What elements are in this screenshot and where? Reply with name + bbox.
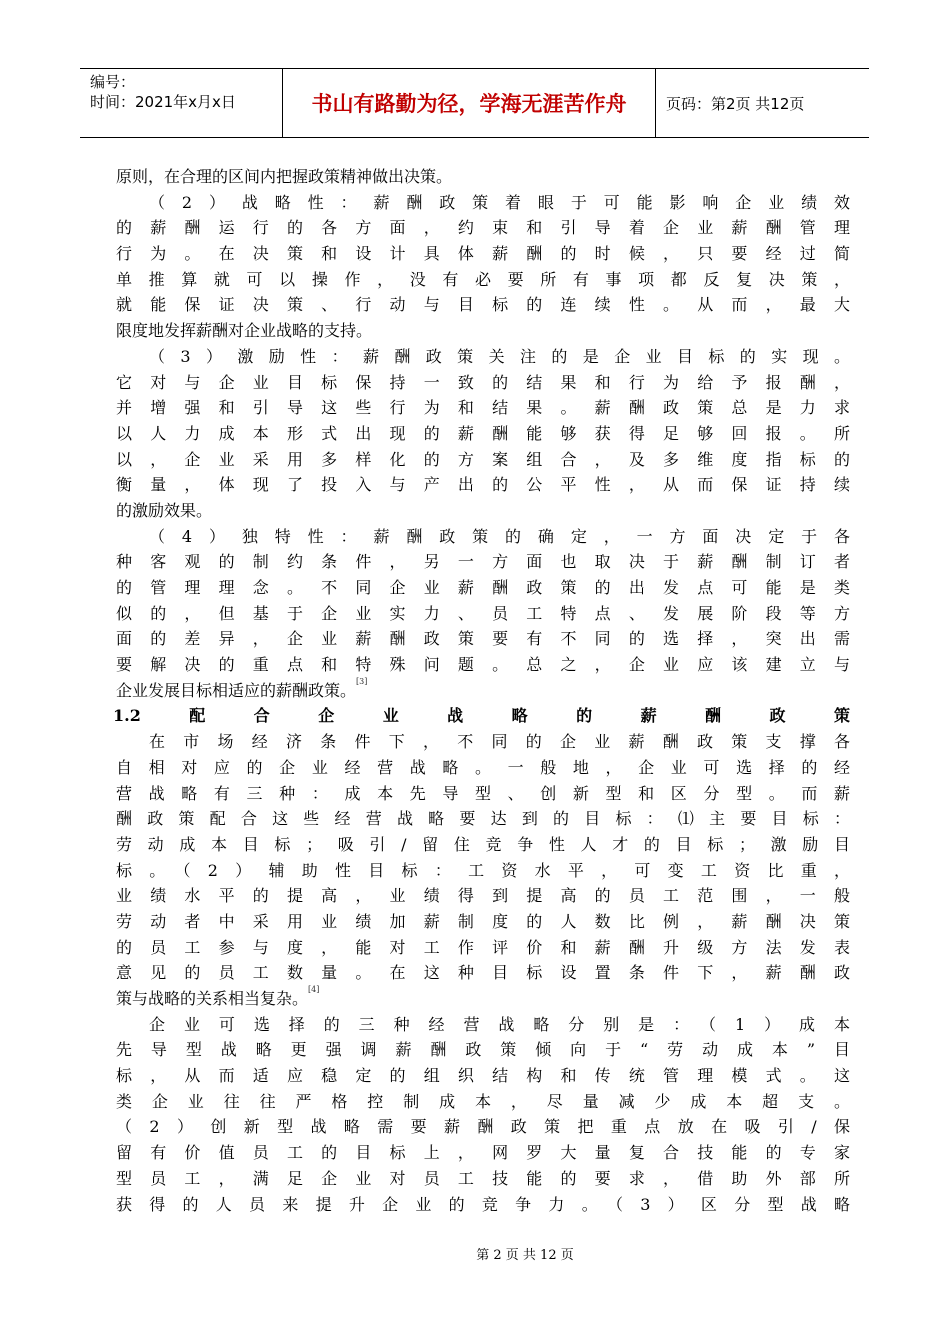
text-line-content: 标，从而适应稳定的组织结构和传统管理模式。这 <box>116 1066 850 1086</box>
text-line <box>116 652 850 678</box>
text-line <box>116 215 850 241</box>
text-line-content: 并增强和引导这些行为和结果。薪酬政策总是力求 <box>116 398 850 418</box>
document-body <box>113 164 850 1217</box>
text-line-content: 型员工，满足企业对员工技能的要求，借助外部所 <box>116 1168 850 1188</box>
header-motto: 书山有路勤为径，学海无涯苦作舟 <box>283 69 656 137</box>
text-line-content: 以，企业采用多样化的方案组合，及多维度指标的 <box>116 449 850 469</box>
text-line <box>116 858 850 884</box>
text-line <box>116 806 850 832</box>
text-line <box>116 447 850 473</box>
text-line <box>116 1192 850 1218</box>
text-line <box>116 395 850 421</box>
text-line <box>116 318 850 344</box>
text-line <box>116 832 850 858</box>
citation-ref: [3] <box>356 676 368 686</box>
text-line <box>116 472 850 498</box>
text-line-content: 获得的人员来提升企业的竞争力。（3）区分型战略 <box>116 1194 850 1214</box>
text-line <box>116 549 850 575</box>
text-line <box>116 421 850 447</box>
text-line-content: 企业可选择的三种经营战略分别是：（1）成本 <box>149 1014 850 1034</box>
text-line <box>116 344 850 370</box>
text-line-content: 劳动成本目标；吸引/留住竞争性人才的目标；激励目 <box>116 834 850 854</box>
text-line <box>116 575 850 601</box>
text-line-content: 的管理理念。不同企业薪酬政策的出发点可能是类 <box>116 578 850 597</box>
text-line-content: 的薪酬运行的各方面，约束和引导着企业薪酬管理 <box>116 218 850 238</box>
text-line-content: 意见的员工数量。在这种目标设置条件下，薪酬政 <box>116 963 850 983</box>
text-line <box>116 1063 850 1089</box>
document-time: 时间：2021年x月x日 <box>90 93 236 111</box>
text-line-content: （2）战略性：薪酬政策着眼于可能影响企业绩效 <box>149 192 850 212</box>
text-line <box>116 241 850 267</box>
text-line <box>116 909 850 935</box>
text-line-content: 的激励效果。 <box>116 500 213 520</box>
text-line-content: 衡量，体现了投入与产出的公平性，从而保证持续 <box>116 475 850 495</box>
text-line <box>116 626 850 652</box>
text-line <box>116 524 850 550</box>
text-line <box>116 1037 850 1063</box>
header-page-number: 页码：第2页 共12页 <box>666 94 805 113</box>
text-line <box>116 292 850 318</box>
text-line-content: 就能保证决策、行动与目标的连续性。从而，最大 <box>116 295 850 315</box>
text-line <box>116 935 850 961</box>
text-line-content: 自相对应的企业经营战略。一般地，企业可选择的经 <box>116 757 850 777</box>
header-meta <box>80 69 283 137</box>
text-line <box>116 755 850 781</box>
text-line <box>116 164 850 190</box>
text-line-content: 要解决的重点和特殊问题。总之，企业应该建立与 <box>116 655 850 675</box>
text-line-content: 它对与企业目标保持一致的结果和行为给予报酬， <box>116 372 850 392</box>
text-line-content: 企业发展目标相适应的薪酬政策。 <box>116 680 357 700</box>
text-line-content: 类企业往往严格控制成本，尽量减少成本超支。 <box>116 1091 850 1111</box>
text-line-content: 种客观的制约条件，另一方面也取决于薪酬制订者 <box>116 552 850 572</box>
text-line-content: 似的，但基于企业实力、员工特点、发展阶段等方 <box>116 603 850 623</box>
text-line-content: 的员工参与度，能对工作评价和薪酬升级方法发表 <box>116 937 850 957</box>
text-line <box>116 1166 850 1192</box>
text-line <box>116 190 850 216</box>
text-line <box>116 986 850 1012</box>
text-line-content: 以人力成本形式出现的薪酬能够获得足够回报。所 <box>116 423 850 443</box>
text-line <box>116 267 850 293</box>
text-line <box>116 883 850 909</box>
text-line <box>116 601 850 627</box>
text-line <box>116 370 850 396</box>
text-line <box>116 1089 850 1115</box>
text-line-content: （2）创新型战略需要薪酬政策把重点放在吸引/保 <box>116 1117 850 1137</box>
text-line <box>116 1012 850 1038</box>
text-line-content: 在市场经济条件下，不同的企业薪酬政策支撑各 <box>149 732 850 752</box>
text-line <box>116 678 850 704</box>
text-line-content: （3）激励性：薪酬政策关注的是企业目标的实现。 <box>149 346 850 366</box>
text-line-content: 营战略有三种：成本先导型、创新型和区分型。而薪 <box>116 783 850 803</box>
text-line-content: 1.2配合企业战略的薪酬政策 <box>113 706 850 726</box>
text-line-content: 行为。在决策和设计具体薪酬的时候，只要经过简 <box>116 244 850 264</box>
text-line <box>116 729 850 755</box>
text-line-content: 面的差异，企业薪酬政策要有不同的选择，突出需 <box>116 629 850 649</box>
text-line-content: 策与战略的关系相当复杂。 <box>116 989 309 1008</box>
section-heading <box>113 703 850 729</box>
text-line <box>116 498 850 524</box>
text-line-content: 先导型战略更强调薪酬政策倾向于“劳动成本”目 <box>116 1040 850 1060</box>
text-line-content: （4）独特性：薪酬政策的确定，一方面决定于各 <box>149 526 850 546</box>
text-line-content: 业绩水平的提高，业绩得到提高的员工范围，一般 <box>116 886 850 906</box>
document-number: 编号： <box>90 73 136 91</box>
text-line-content: 酬政策配合这些经营战略要达到的目标：⑴主要目标： <box>116 809 850 829</box>
text-line-content: 原则，在合理的区间内把握政策精神做出决策。 <box>116 167 453 186</box>
text-line-content: 劳动者中采用业绩加薪制度的人数比例，薪酬决策 <box>116 911 850 931</box>
text-line-content: 留有价值员工的目标上，网罗大量复合技能的专家 <box>116 1143 850 1163</box>
text-line-content: 单推算就可以操作，没有必要所有事项都反复决策， <box>116 269 850 289</box>
text-line-content: 标。（2）辅助性目标：工资水平，可变工资比重， <box>116 860 850 880</box>
page-footer: 第 2 页 共 12 页 <box>476 1248 574 1263</box>
page-header <box>80 68 869 138</box>
text-line <box>116 781 850 807</box>
text-line <box>116 960 850 986</box>
text-line <box>116 1140 850 1166</box>
text-line-content: 限度地发挥薪酬对企业战略的支持。 <box>116 321 373 341</box>
text-line <box>116 1114 850 1140</box>
citation-ref: [4] <box>308 985 320 994</box>
